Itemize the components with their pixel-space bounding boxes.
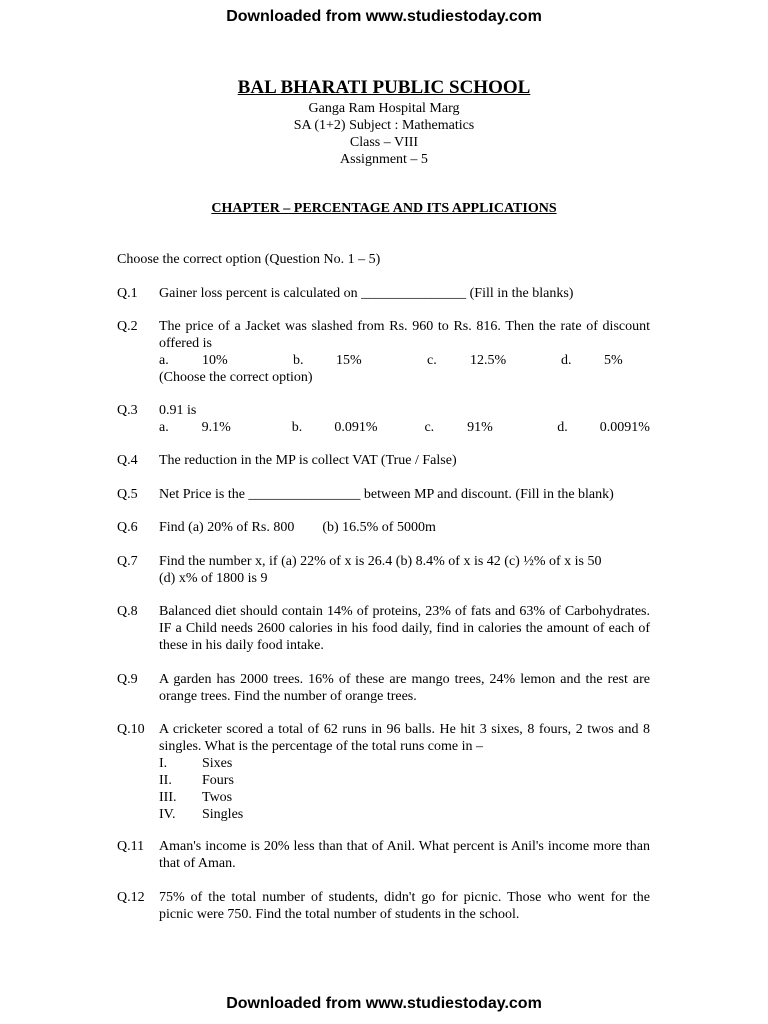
question-12: [117, 889, 650, 923]
roman-item: [159, 755, 650, 772]
roman-item: [159, 789, 650, 806]
roman-label: Twos: [202, 790, 233, 805]
question-2: [117, 318, 650, 386]
roman-item: [159, 806, 650, 823]
question-number: Q.1: [117, 286, 138, 301]
instruction-text: Choose the correct option (Question No. 1 – 5): [117, 252, 381, 267]
option-value: 12.5%: [470, 353, 507, 368]
question-note: (Choose the correct option): [159, 370, 313, 385]
option-letter: b.: [291, 420, 303, 435]
option-value: 9.1%: [201, 420, 231, 435]
subject-line: SA (1+2) Subject : Mathematics: [293, 118, 475, 133]
question-4: [117, 452, 650, 469]
question-number: Q.5: [117, 487, 138, 502]
option-value: 10%: [202, 353, 228, 368]
question-6: [117, 519, 650, 536]
option-letter: c.: [427, 353, 437, 368]
option-letter: b.: [293, 353, 304, 368]
question-10: [117, 721, 650, 823]
question-number: Q.8: [117, 604, 138, 619]
question-number: Q.6: [117, 520, 138, 535]
option-letter: d.: [561, 353, 572, 368]
roman-numeral: II.: [159, 773, 172, 788]
question-number: Q.9: [117, 672, 138, 687]
roman-numeral: III.: [159, 790, 177, 805]
question-text: A cricketer scored a total of 62 runs in 96 balls. He hit 3 sixes, 8 fours, 2 twos and 8 singles. What is the percentage of the total runs come in –: [159, 722, 650, 754]
question-text: 75% of the total number of students, didn't go for picnic. Those who went for the picnic were 750. Find the total number of students in the school.: [159, 890, 650, 922]
question-number: Q.2: [117, 319, 138, 334]
question-number: Q.3: [117, 403, 138, 418]
question-text: 0.91 is: [159, 403, 197, 418]
school-name: BAL BHARATI PUBLIC SCHOOL: [237, 77, 531, 98]
question-number: Q.12: [117, 890, 145, 905]
question-text: Aman's income is 20% less than that of Anil. What percent is Anil's income more than that of Aman.: [159, 839, 650, 871]
option-value: 0.0091%: [599, 420, 650, 435]
roman-label: Sixes: [202, 756, 233, 771]
question-text: Find the number x, if (a) 22% of x is 26.4 (b) 8.4% of x is 42 (c) ½% of x is 50: [159, 554, 602, 569]
question-text: Balanced diet should contain 14% of proteins, 23% of fats and 63% of Carbohydrates. IF a Child needs 2600 calories in his food daily, find in calories the amount of each of these in his daily food intake.: [159, 604, 650, 653]
option-letter: a.: [159, 353, 169, 368]
question-3: [117, 402, 650, 436]
roman-label: Fours: [202, 773, 234, 788]
question-text: Gainer loss percent is calculated on _______________ (Fill in the blanks): [159, 286, 574, 301]
question-number: Q.7: [117, 554, 138, 569]
question-8: [117, 603, 650, 654]
question-1: [117, 285, 650, 302]
question-text-cont: (d) x% of 1800 is 9: [159, 571, 268, 586]
question-text: The price of a Jacket was slashed from Rs. 960 to Rs. 816. Then the rate of discount offered is: [159, 319, 650, 351]
option-row: [159, 419, 650, 436]
class-line: Class – VIII: [349, 135, 419, 150]
option-value: 5%: [604, 353, 623, 368]
roman-numeral: IV.: [159, 807, 176, 822]
assignment-line: Assignment – 5: [340, 152, 428, 167]
question-text: The reduction in the MP is collect VAT (True / False): [159, 453, 457, 468]
top-watermark-banner: Downloaded from www.studiestoday.com: [226, 8, 542, 25]
question-number: Q.4: [117, 453, 138, 468]
roman-numeral: I.: [159, 756, 168, 771]
document-header: [0, 76, 768, 168]
option-letter: a.: [159, 420, 169, 435]
option-value: 91%: [467, 420, 493, 435]
question-7: [117, 553, 650, 587]
question-number: Q.10: [117, 722, 145, 737]
question-text: Net Price is the ________________ between MP and discount. (Fill in the blank): [159, 487, 614, 502]
option-row: [159, 352, 650, 369]
question-text: A garden has 2000 trees. 16% of these are mango trees, 24% lemon and the rest are orange trees. Find the number of orange trees.: [159, 672, 650, 704]
option-letter: d.: [557, 420, 568, 435]
question-11: [117, 838, 650, 872]
option-value: 0.091%: [334, 420, 378, 435]
option-letter: c.: [424, 420, 435, 435]
roman-item: [159, 772, 650, 789]
roman-label: Singles: [202, 807, 244, 822]
school-address: Ganga Ram Hospital Marg: [308, 101, 460, 116]
question-number: Q.11: [117, 839, 145, 854]
question-9: [117, 671, 650, 705]
question-text: Find (a) 20% of Rs. 800 (b) 16.5% of 5000m: [159, 520, 436, 535]
bottom-watermark-banner: Downloaded from www.studiestoday.com: [226, 995, 542, 1012]
question-5: [117, 486, 650, 503]
chapter-title: CHAPTER – PERCENTAGE AND ITS APPLICATIONS: [211, 201, 557, 216]
option-value: 15%: [336, 353, 362, 368]
